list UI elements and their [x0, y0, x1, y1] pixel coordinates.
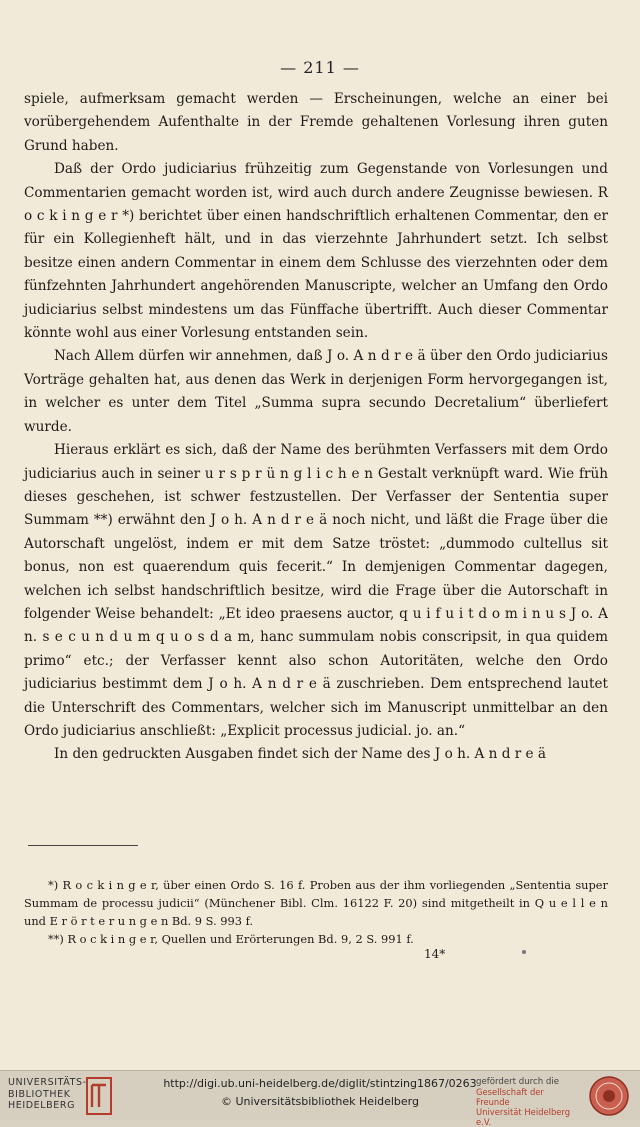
page-number: — 211 — [280, 58, 360, 77]
print-speck [522, 950, 526, 954]
footnotes [24, 876, 608, 948]
paragraph: Nach Allem dürfen wir annehmen, daß J o. A n d r e ä über den Ordo judiciarius Vorträge gehalten hat, aus denen das Werk in derjenigen Form hervorgegangen ist, in welcher es unter dem Titel „Summa supra secundo Decretalium“ überliefert wurde. [24, 348, 608, 435]
paragraph: Daß der Ordo judiciarius frühzeitig zum Gegenstande von Vorlesungen und Commentarien gemacht worden ist, wird auch durch andere Zeugnisse bewiesen. R o c k i n g e r *) berichtet über einen handschriftlich erhaltenen Commentar, den er für ein Kollegienheft hält, und in das vierzehnte Jahrhundert setzt. Ich selbst besitze einen andern Commentar in einem dem Schlusse des vierzehnten oder dem fünfzehnten Jahrhundert angehörenden Manuscripte, welcher an Umfang den Ordo judiciarius selbst mindestens um das Fünffache übertrifft. Auch dieser Commentar könnte wohl aus einer Vorlesung entstanden sein. [24, 161, 608, 342]
copyright: © Universitätsbibliothek Heidelberg [220, 1095, 419, 1108]
footnote: *) R o c k i n g e r, über einen Ordo S. 16 f. Proben aus der ihm vorliegenden „Sententia super Summam de processu judicii“ (Münchener Bibl. Clm. 16122 F. 20) sind mitgetheilt in Q u e l l e n und E r ö r t e r u n g e n Bd. 9 S. 993 f. [24, 878, 608, 928]
signature-mark: 14* [424, 947, 446, 961]
sponsor-credit[interactable]: gefördert durch die Gesellschaft der Freunde Universität Heidelberg e.V. [476, 1077, 571, 1127]
university-seal-icon [588, 1075, 630, 1117]
paragraph: spiele, aufmerksam gemacht werden — Erscheinungen, welche an einer bei vorübergehendem Aufenthalte in der Fremde gehaltenen Vorlesung ihren guten Grund haben. [24, 91, 608, 154]
digitization-footer [0, 1070, 640, 1127]
permalink[interactable]: http://digi.ub.uni-heidelberg.de/diglit/stintzing1867/0263 [163, 1077, 477, 1090]
paragraph: In den gedruckten Ausgaben findet sich der Name des J o h. A n d r e ä [54, 746, 547, 763]
main-text [24, 88, 608, 767]
library-name[interactable]: UNIVERSITÄTS- BIBLIOTHEK HEIDELBERG [8, 1077, 87, 1111]
footnote-divider [28, 845, 138, 846]
paragraph: Hieraus erklärt es sich, daß der Name des berühmten Verfassers mit dem Ordo judiciarius auch in seiner u r s p r ü n g l i c h e n Gestalt verknüpft ward. Wie früh dieses geschehen, ist schwer festzustellen. Der Verfasser der Sententia super Summam **) erwähnt den J o h. A n d r e ä noch nicht, und läßt die Frage über die Autorschaft ungelöst, indem er mit dem Satze tröstet: „dummodo cultellus sit bonus, non est quaerendum quis fecerit.“ In demjenigen Commentar dagegen, welchen ich selbst handschriftlich besitze, wird die Frage über die Autorschaft in folgender Weise behandelt: „Et ideo praesens auctor, q u i f u i t d o m i n u s J o. A n. s e c u n d u m q u o s d a m, hanc summulam nobis conscripsit, in qua quidem primo“ etc.; der Verfasser kennt also schon Autoritäten, welche den Ordo judiciarius bestimmt dem J o h. A n d r e ä zuschrieben. Dem entsprechend lautet die Unterschrift des Commentars, welcher sich im Manuscript unmittelbar an den Ordo judiciarius anschließt: „Explicit processus judicial. jo. an.“ [24, 442, 608, 739]
footnote: **) R o c k i n g e r, Quellen und Erörterungen Bd. 9, 2 S. 991 f. [48, 932, 414, 946]
